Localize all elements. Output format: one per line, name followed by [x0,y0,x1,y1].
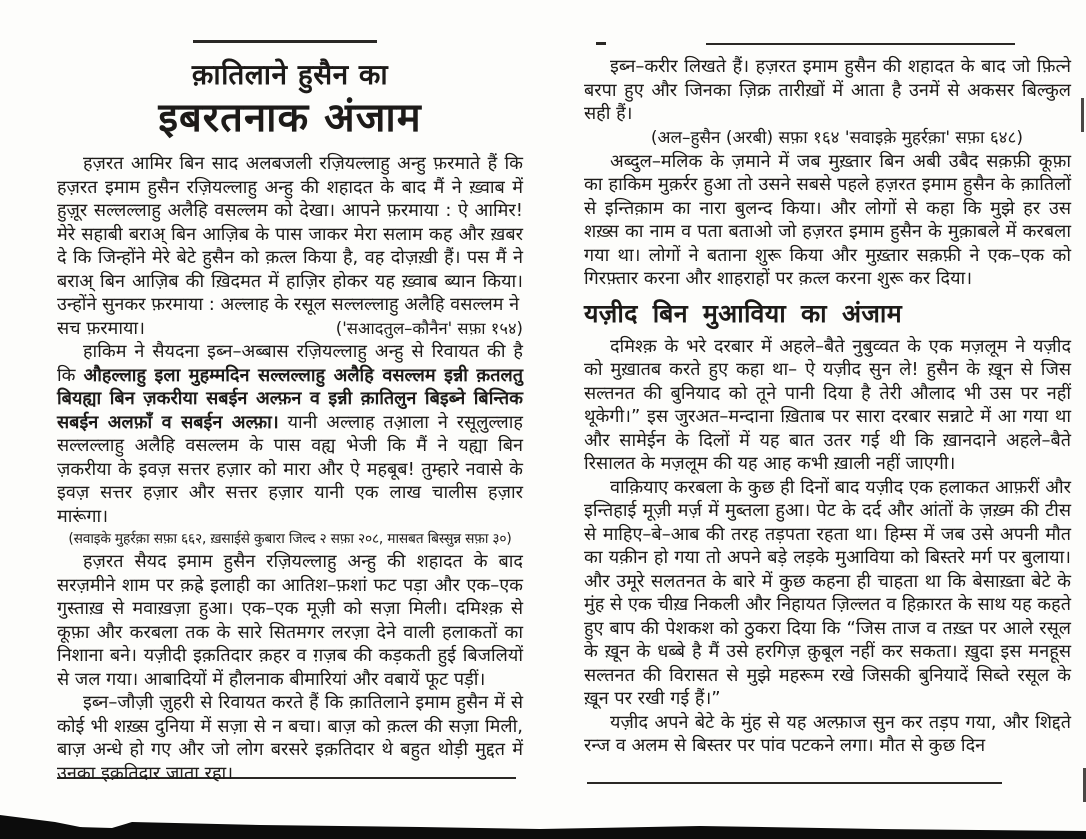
paragraph: दमिश्क़ के भरे दरबार में अहले–बैते नुबुव्वत के एक मज़लूम ने यज़ीद को मुख़ातब करते हुए कहा था– ऐ यज़ीद सुन ले! हुसैन के ख़ून से जिस सल्तनत की बुनियाद को तूने पानी दिया है तेरी औलाद भी उस पर नहीं थूकेगी।” इस जुरअत–मन्दाना ख़िताब पर सारा दरबार सन्नाटे में आ गया था और सामेईन के दिलों में यह बात उतर गई थी कि ख़ानदाने अहले–बैते रिसालत के मज़लूम की यह आह कभी ख़ाली नहीं जाएगी। [584,335,1071,474]
citation: (सवाइके मुहर्रक़ा सफ़ा ६६२, ख़साईसे कुबारा जिल्द २ सफ़ा २०८, मासबत बिस्सुन्न सफ़ा ३०) [68,531,512,547]
hadith-bold-text: औहल्लाहु इला मुहम्मदिन सल्लल्लाहु अलैहि वसल्लम इन्नी क़तलतु बियह्या बिन ज़करीया सबईन अल्फ़न व इन्नी क़ातिलुन बिइब्ने बिन्तिक सबईन अलफ़ाँ व सबईन अल्फ़ा। [57,364,523,433]
paragraph-text: यानी अल्लाह तआ़ला ने रसूलुल्लाह सल्लल्लाहु अलैहि वसल्लम के पास वह्य भेजी कि मैं ने यह्या बिन ज़करीया के इवज़ सत्तर हज़ार को मारा और ऐ महबूब! तुम्हारे नवासे के इवज़ सत्तर हज़ार और सत्तर हज़ार यानी एक लाख चालीस हज़ार मारूंगा। [57,411,523,527]
paragraph: यज़ीद अपने बेटे के मुंह से यह अल्फ़ाज सुन कर तड़प गया, और शिद्दते रन्ज व अलम से बिस्तर पर पांव पटकने लगा। मौत से कुछ दिन [584,711,1071,756]
right-page [584,0,1071,758]
paragraph: हज़रत सैयद इमाम हुसैन रज़ियल्लाहु अन्हु की शहादत के बाद सरज़मीने शाम पर क़ह्रे इलाही का आतिश–फ़शां फट पड़ा और एक–एक गुस्ताख़ से मवाख़ज़ा हुआ। एक–एक मूज़ी को सज़ा मिली। दमिश्क़ से कूफ़ा और करबला तक के सारे सितमगर लरज़ा देने वाली हलाकतों का निशाना बने। यज़ीदी इक़तिदार क़हर व ग़ज़ब की कड़कती हुई बिजलियों से जल गया। आबादियों में हौलनाक बीमारियां और वबायें फूट पड़ीं। [57,551,523,690]
section-heading: यज़ीद बिन मुआविया का अंजाम [584,298,902,328]
chapter-title: इबरतनाक अंजाम [158,95,422,141]
paragraph-end: सच फ़रमाया। [57,317,145,339]
left-page [57,0,523,785]
paragraph: अब्दुल–मलिक के ज़माने में जब मुख़्तार बिन अबी उबैद सक़फ़ी कूफ़ा का हाकिम मुक़र्रर हुआ तो उसने सबसे पहले हज़रत इमाम हुसैन के क़ातिलों से इन्तिक़ाम का नारा बुलन्द किया। और लोगों से कहा कि मुझे हर उस शख़्स का नाम व पता बताओ जो हज़रत इमाम हुसैन के मुक़ाबले में करबला गया था। लोगों ने बताना शुरू किया और मुख़्तार सक़फ़ी ने एक–एक को गिरफ़्तार करना और शाहराहों पर क़त्ल करना शुरू कर दिया। [584,150,1071,289]
paragraph: इब्न–जौज़ी ज़ुहरी से रिवायत करते हैं कि क़ातिलाने इमाम हुसैन में से कोई भी शख़्स दुनिया में सज़ा से न बचा। बाज़ को क़त्ल की सज़ा मिली, बाज़ अन्धे हो गए और जो लोग बरसरे इक़तिदार थे बहुत थोड़ी मुद्दत में उनका इक़तिदार जाता रहा। [57,692,523,784]
paragraph [57,340,523,528]
paragraph: इब्न–करीर लिखते हैं। हज़रत इमाम हुसैन की शहादत के बाद जो फ़ित्ने बरपा हुए और जिनका ज़िक्र तारीख़ों में आता है उनमें से अकसर बिल्कुल सही हैं। [584,56,1071,124]
chapter-subtitle: क़ातिलाने हुसैन का [191,58,389,91]
paragraph: हज़रत आमिर बिन साद अलबजली रज़ियल्लाहु अन्हु फ़रमाते हैं कि हज़रत इमाम हुसैन रज़ियल्लाहु अन्हु की शहादत के बाद मैं ने ख़्वाब में हुज़ूर सल्लल्लाहु अलैहि वसल्लम को देखा। आपने फ़रमाया : ऐ आमिर! मेरे सहाबी बराअ् बिन आज़िब के पास जाकर मेरा सलाम कह और ख़बर दे कि जिन्होंने मेरे बेटे हुसैन को क़त्ल किया है, वह दोज़ख़ी हैं। पस मैं ने बराअ् बिन आज़िब की ख़िदमत में हाज़िर होकर यह ख़्वाब ब्यान किया। उन्होंने सुनकर फ़रमाया : अल्लाह के रसूल सल्लल्लाहु अलैहि वसल्लम ने [57,153,523,315]
paragraph-text: हाकिम ने सैयदना इब्न–अब्बास रज़ियल्लाहु अन्हु से रिवायत की है कि [57,341,523,386]
citation-line [57,317,523,341]
scan-edge-mark [1081,98,1084,132]
paragraph: वाक़ियाए करबला के कुछ ही दिनों बाद यज़ीद एक हलाकत आफ़रीं और इन्तिहाई मूज़ी मर्ज़ में मुब्तला हुआ। पेट के दर्द और आंतों के ज़ख़्म की टीस से माहिए–बे–आब की तरह तड़पता रहता था। हिम्स में जब उसे अपनी मौत का यक़ीन हो गया तो अपने बड़े लड़के मुआविया को बिस्तरे मर्ग पर बुलाया। और उमूरे सलतनत के बारे में कुछ कहना ही चाहता था कि बेसाख़्ता बेटे के मुंह से एक चीख़ निकली और निहायत ज़िल्लत व हिक़ारत के साथ यह कहते हुए बाप की पेशकश को ठुकरा दिया कि “जिस ताज व तख़्त पर आले रसूल के ख़ून के धब्बे है मैं उसे हरगिज़ क़ुबूल नहीं कर सकता। ख़ुदा इस मनहूस सल्तनत की विरासत से मुझे महरूम रखे जिसकी बुनियादें सिब्ते रसूल के ख़ून पर रखी गई हैं।” [584,476,1071,709]
citation-line [584,126,1071,150]
citation: (अल–हुसैन (अरबी) सफ़ा १६४ 'सवाइक़े मुहर्रक़ा' सफ़ा ६४८) [650,127,1023,148]
scan-edge-shadow [0,809,1086,839]
right-page-footer-rule [587,782,1002,784]
citation: ('सआदतुल–कौनैन' सफ़ा १५४) [335,318,523,338]
